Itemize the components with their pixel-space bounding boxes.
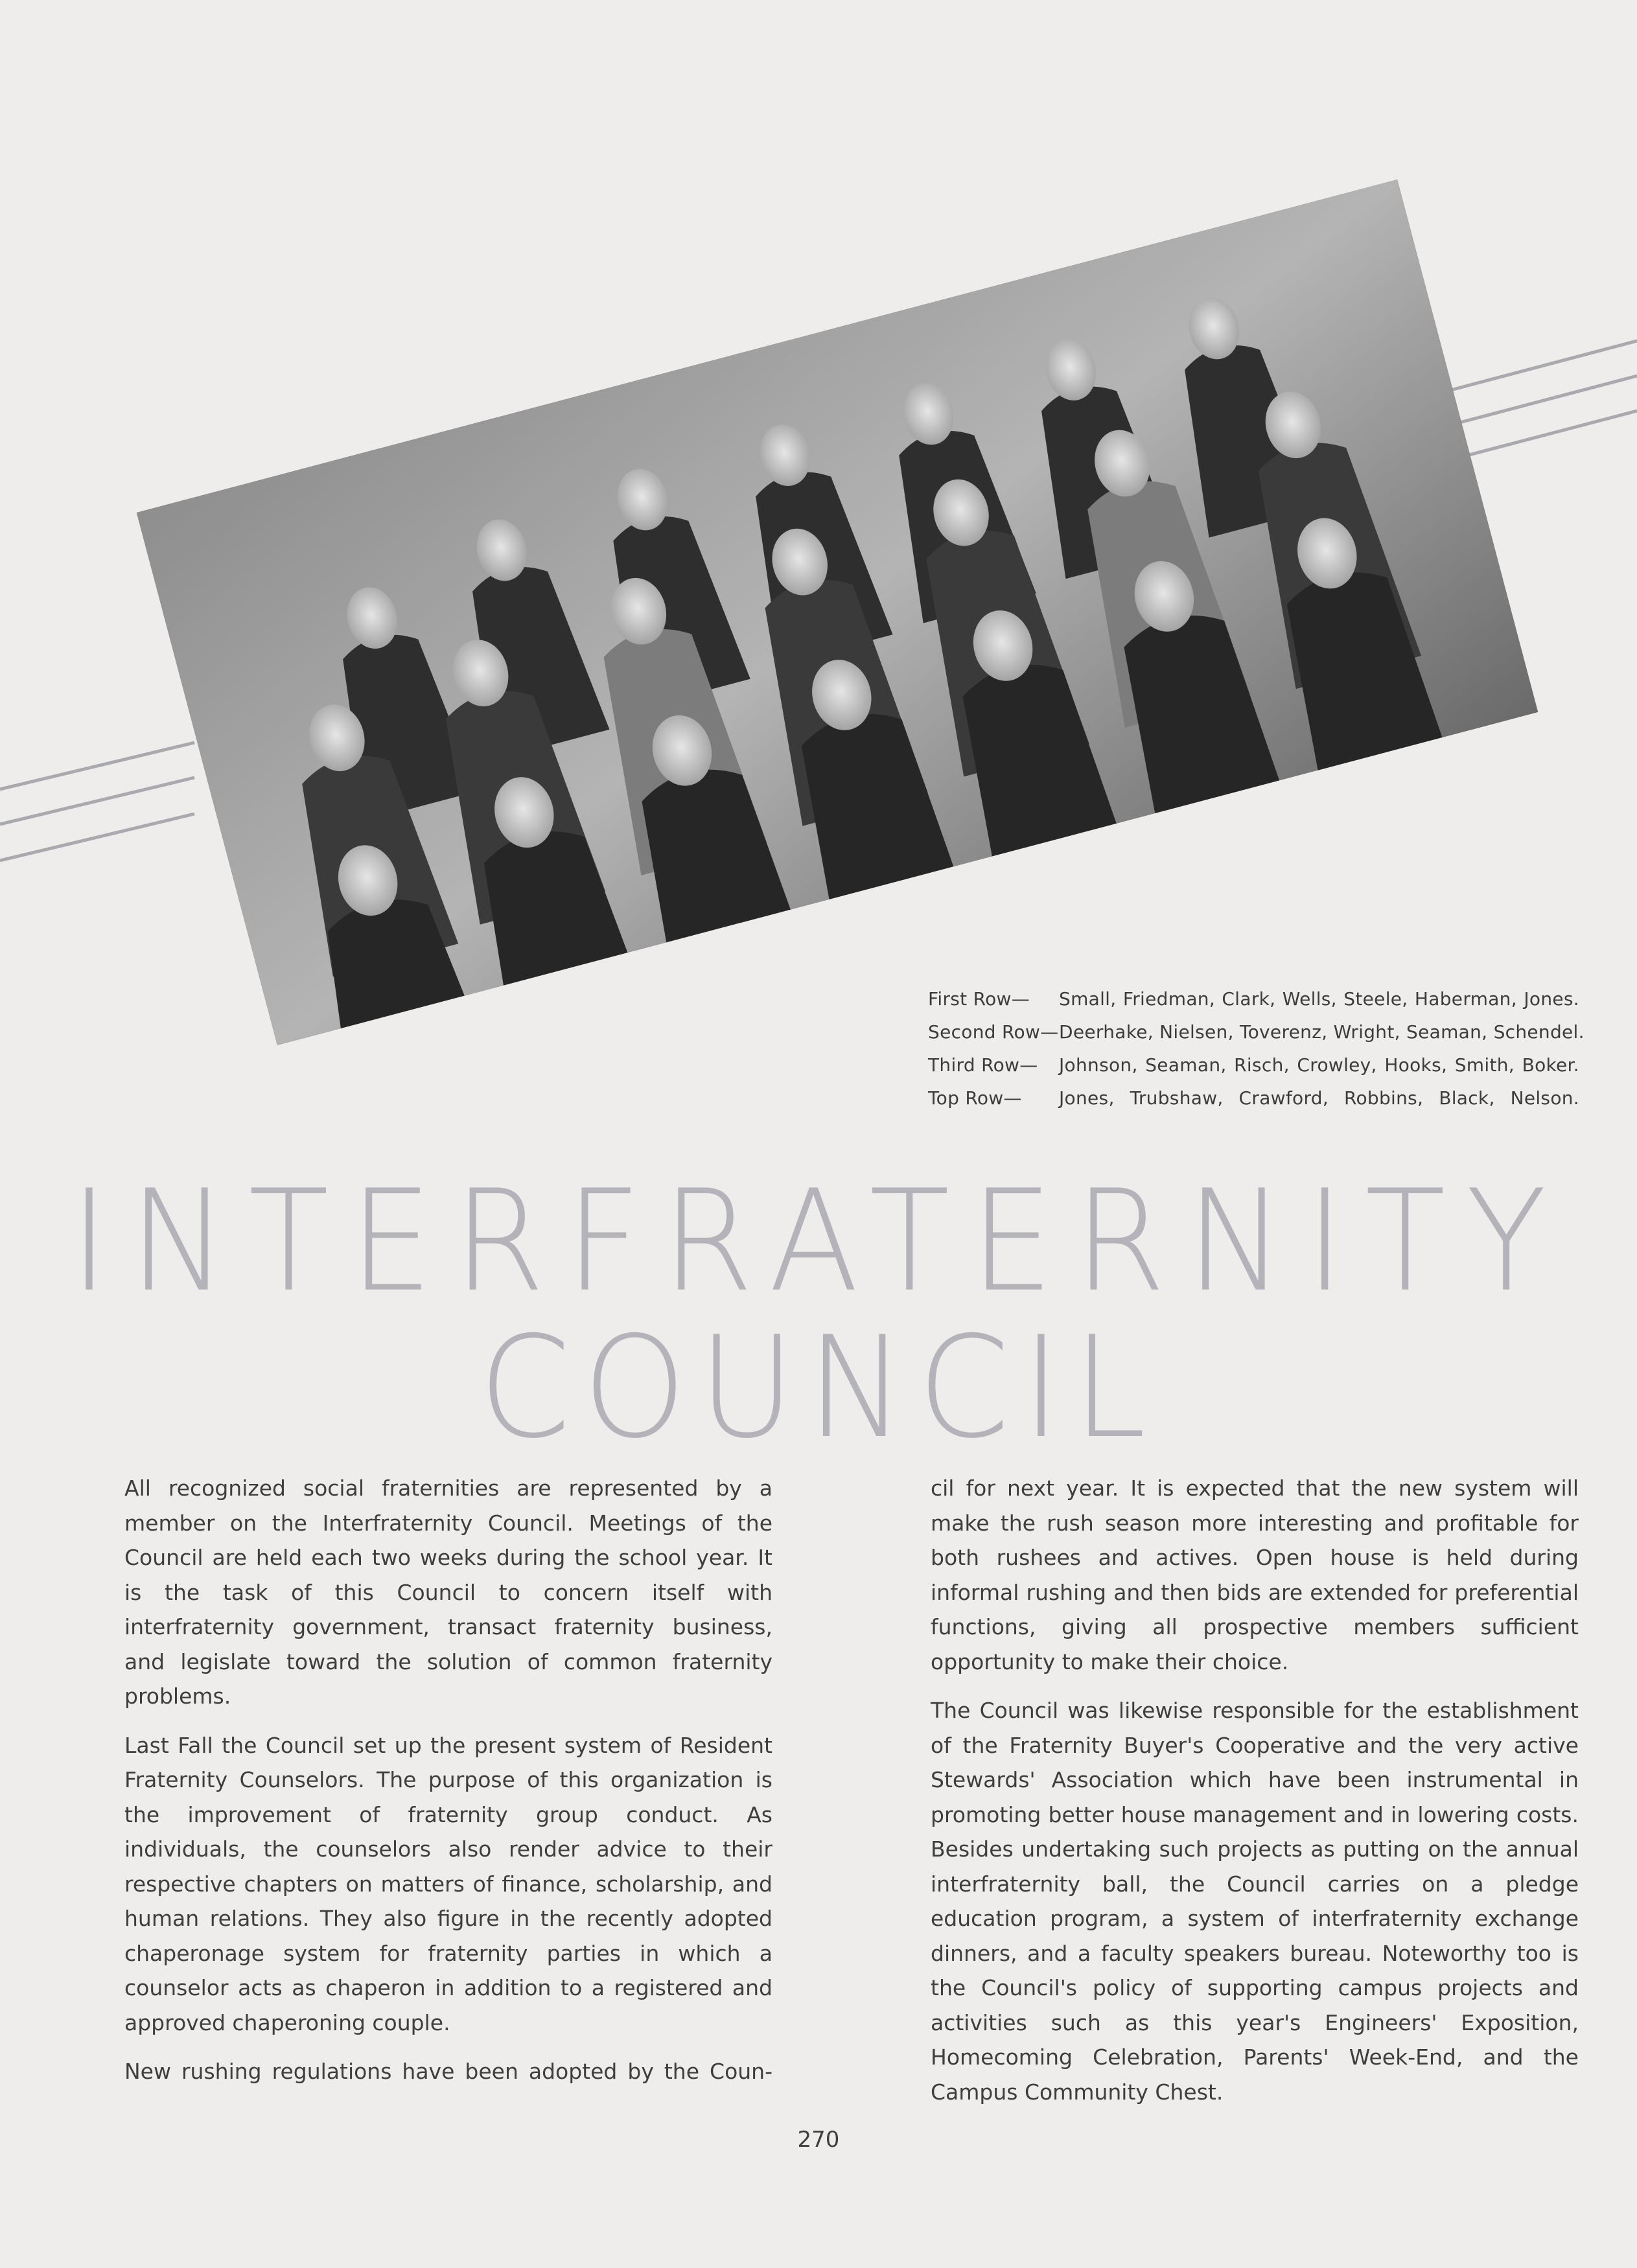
paragraph: cil for next year. It is expected that the new system will make the rush season more interesting and profitable for both rushees and actives. Open house is held during informal rushing and then bids are extended for preferential functions, giving all prospective members sufficient opportunity to make their choice.: [931, 1475, 1579, 1674]
paragraph: All recognized social fraternities are represented by a member on the Interfraternity Council. Meetings of the Council are held each two weeks during the school year. It is the task of this Council to concern itself with interfraternity government, transact fraternity business, and legislate toward the solution of common fraternity problems.: [124, 1475, 772, 1709]
caption-row: [928, 1048, 1579, 1082]
photo-caption: [928, 982, 1585, 1115]
caption-row-label: Top Row—: [928, 1087, 1022, 1109]
caption-row-names: Small, Friedman, Clark, Wells, Steele, Haberman, Jones.: [1059, 988, 1579, 1010]
caption-row-label: Third Row—: [928, 1054, 1038, 1076]
caption-row-label: First Row—: [928, 988, 1030, 1010]
paragraph: Last Fall the Council set up the present system of Resident Fraternity Counselors. The purpose of this organization is the improvement of fraternity group conduct. As individuals, the counselors also render advice to their respective chapters on matters of finance, scholarship, and human relations. They also figure in the recently adopted chaperonage system for fraternity parties in which a counselor acts as chaperon in addition to a registered and approved chaperoning couple.: [124, 1732, 772, 2035]
body-column-right: [931, 1471, 1579, 2123]
paragraph: The Council was likewise responsible for the establishment of the Fraternity Buyer's Cooperative and the very active Stewards' Association which have been instrumental in promoting better house management and in lowering costs. Besides undertaking such projects as putting on the annual interfraternity ball, the Council carries on a pledge education program, a system of interfraternity exchange dinners, and a faculty speakers bureau. Noteworthy too is the Council's policy of supporting campus projects and activities such as this year's Engineers' Exposition, Homecoming Celebration, Parents' Week-End, and the Campus Community Chest.: [931, 1698, 1579, 2105]
caption-row: [928, 982, 1579, 1015]
paragraph: New rushing regulations have been adopted by the Coun-: [124, 2059, 772, 2084]
caption-row-names: Deerhake, Nielsen, Toverenz, Wright, Seaman, Schendel.: [1059, 1021, 1585, 1043]
caption-row-names: Johnson, Seaman, Risch, Crowley, Hooks, Smith, Boker.: [1059, 1054, 1579, 1076]
caption-row: [928, 1082, 1579, 1115]
page-number: 270: [797, 2127, 840, 2153]
group-photo: [137, 179, 1538, 1045]
page-title-line-2: COUNCIL: [478, 1306, 1159, 1469]
caption-row-names: Jones, Trubshaw, Crawford, Robbins, Black, Nelson.: [1059, 1087, 1579, 1109]
caption-row-label: Second Row—: [928, 1021, 1059, 1043]
group-photo-icon: [137, 179, 1538, 1045]
caption-row: [928, 1015, 1585, 1048]
page-title-line-1: INTERFRATERNITY: [69, 1160, 1568, 1323]
body-column-left: [124, 1471, 772, 2103]
